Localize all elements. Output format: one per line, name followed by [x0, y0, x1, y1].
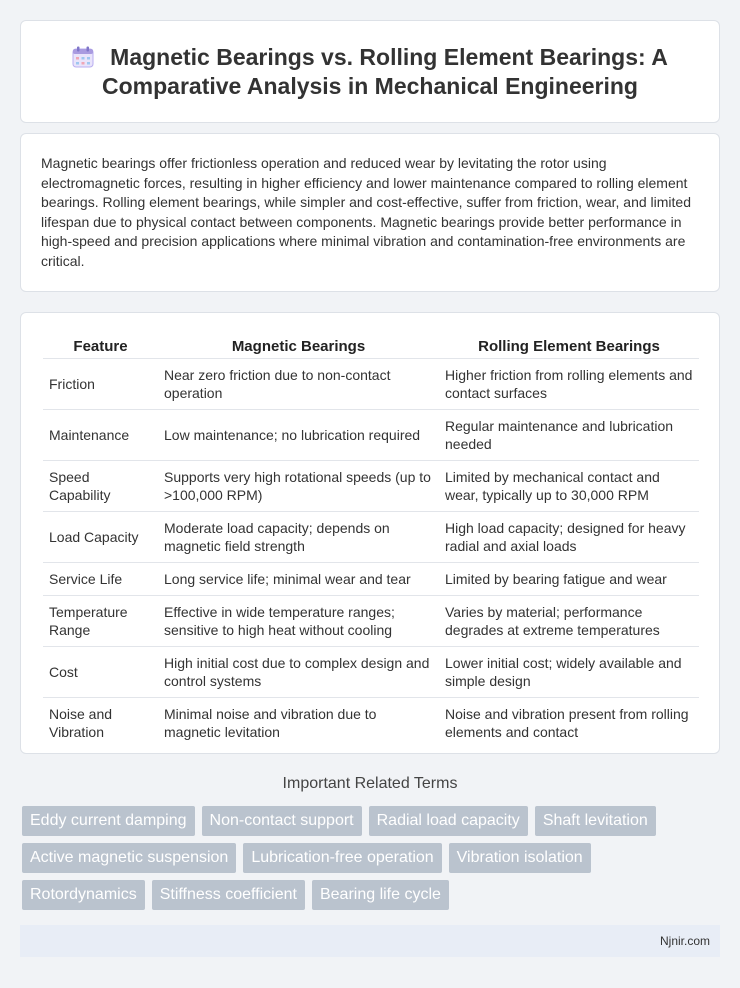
cell-magnetic: Long service life; minimal wear and tear [158, 563, 439, 596]
page-title-text: Magnetic Bearings vs. Rolling Element Bearings: A Comparative Analysis in Mechanical Engineering [102, 43, 668, 99]
cell-magnetic: Moderate load capacity; depends on magnetic field strength [158, 512, 439, 563]
table-row [43, 563, 699, 596]
cell-rolling: Limited by mechanical contact and wear, typically up to 30,000 RPM [439, 461, 699, 512]
table-row [43, 461, 699, 512]
term-tag[interactable]: Vibration isolation [449, 843, 591, 873]
title-card [20, 20, 720, 123]
cell-rolling: Lower initial cost; widely available and simple design [439, 647, 699, 698]
term-tag[interactable]: Eddy current damping [22, 806, 195, 836]
cell-feature: Noise and Vibration [49, 706, 113, 740]
page-title [21, 43, 719, 101]
cell-magnetic: Near zero friction due to non-contact operation [158, 359, 439, 410]
cell-feature: Cost [43, 647, 158, 698]
cell-magnetic: Effective in wide temperature ranges; sensitive to high heat without cooling [158, 596, 439, 647]
footer [20, 925, 720, 957]
calendar-icon [72, 46, 94, 68]
term-tag[interactable]: Radial load capacity [369, 806, 528, 836]
header-rolling: Rolling Element Bearings [439, 333, 699, 359]
term-tag[interactable]: Lubrication-free operation [243, 843, 441, 873]
cell-feature: Temperature Range [43, 596, 158, 647]
cell-magnetic: Low maintenance; no lubrication required [158, 410, 439, 461]
cell-rolling: Varies by material; performance degrades at extreme temperatures [439, 596, 699, 647]
table-row [43, 596, 699, 647]
table-row [43, 410, 699, 461]
cell-feature: Friction [43, 359, 158, 410]
table-row [43, 512, 699, 563]
term-tag[interactable]: Active magnetic suspension [22, 843, 236, 873]
comparison-table-card [20, 312, 720, 754]
term-tag[interactable]: Non-contact support [202, 806, 362, 836]
cell-feature: Maintenance [43, 410, 158, 461]
footer-site-link[interactable]: Njnir.com [659, 934, 710, 948]
table-header-row [43, 333, 699, 359]
cell-feature: Service Life [43, 563, 158, 596]
cell-rolling: Higher friction from rolling elements and contact surfaces [439, 359, 699, 410]
cell-magnetic: Minimal noise and vibration due to magnetic levitation [164, 706, 377, 740]
table-row [43, 647, 699, 698]
header-magnetic: Magnetic Bearings [158, 333, 439, 359]
term-tag[interactable]: Rotordynamics [22, 880, 145, 910]
related-terms-list [22, 806, 702, 910]
cell-magnetic: High initial cost due to complex design and control systems [158, 647, 439, 698]
term-tag[interactable]: Shaft levitation [535, 806, 656, 836]
summary-card [20, 133, 720, 292]
cell-feature: Load Capacity [43, 512, 158, 563]
cell-rolling: Regular maintenance and lubrication needed [439, 410, 699, 461]
comparison-table [43, 333, 699, 748]
cell-rolling: Noise and vibration present from rolling elements and contact [445, 706, 689, 740]
cell-magnetic: Supports very high rotational speeds (up to >100,000 RPM) [158, 461, 439, 512]
cell-feature: Speed Capability [43, 461, 158, 512]
summary-text: Magnetic bearings offer frictionless operation and reduced wear by levitating the rotor using electromagnetic forces, resulting in higher efficiency and lower maintenance compared to rolling element bearings. Rolling element bearings, while simpler and cost-effective, suffer from friction, wear, and limited lifespan due to physical contact between components. Magnetic bearings provide better performance in high-speed and precision applications where minimal vibration and contamination-free environments are critical. [41, 155, 692, 269]
table-row [43, 698, 699, 748]
cell-rolling: Limited by bearing fatigue and wear [439, 563, 699, 596]
term-tag[interactable]: Stiffness coefficient [152, 880, 305, 910]
related-terms-heading: Important Related Terms [282, 775, 458, 792]
table-row [43, 359, 699, 410]
term-tag[interactable]: Bearing life cycle [312, 880, 449, 910]
cell-rolling: High load capacity; designed for heavy radial and axial loads [439, 512, 699, 563]
header-feature: Feature [43, 333, 158, 359]
